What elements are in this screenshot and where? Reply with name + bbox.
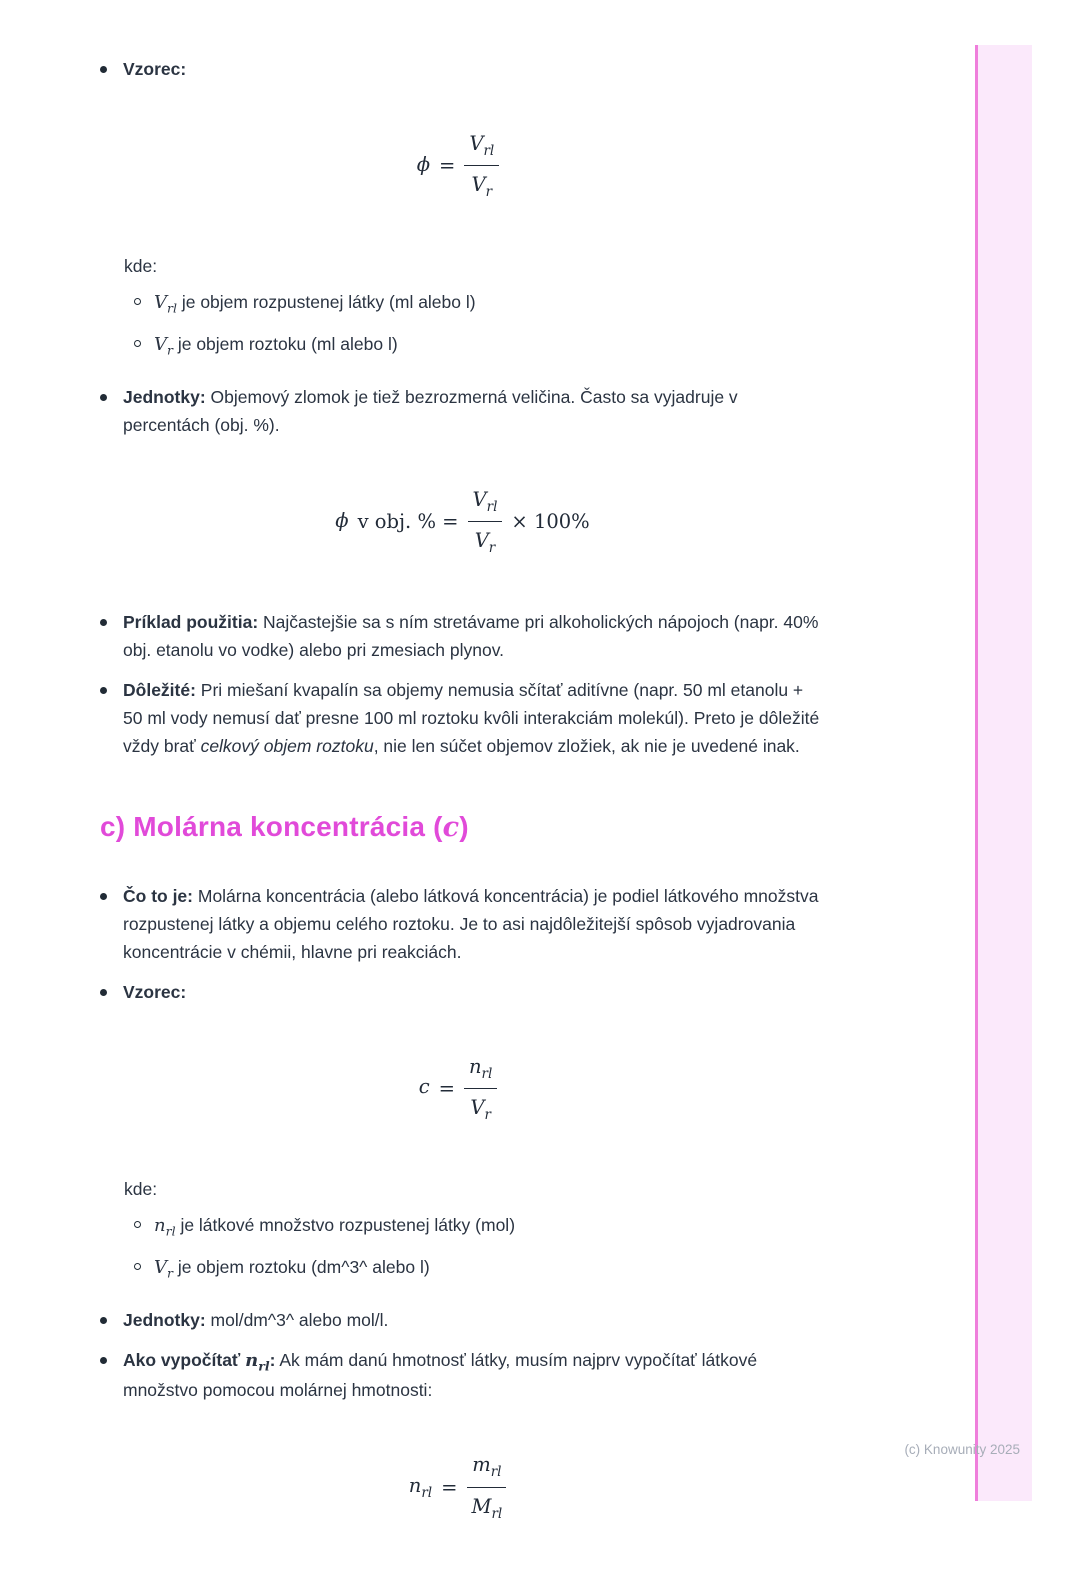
- sub-item-text: [154, 330, 825, 361]
- list-item-priklad: [100, 608, 825, 664]
- kde-label: kde:: [124, 1178, 158, 1199]
- list-item-vzorec-2: [100, 978, 825, 1006]
- math-var: M: [471, 1494, 492, 1518]
- label-dolezite: Dôležité:: [123, 679, 196, 700]
- circle-bullet-icon: [134, 298, 141, 305]
- priklad-text: Najčastejšie sa s ním stretávame pri alkoholických nápojoch (napr. 40% obj. etanolu vo vodke) alebo pri zmesiach plynov.: [123, 611, 819, 660]
- math-operator: =: [441, 1475, 458, 1499]
- fraction-denominator: [465, 1089, 496, 1126]
- jednotky-text: mol/dm^3^ alebo mol/l.: [205, 1309, 389, 1330]
- label-jednotky: Jednotky:: [123, 386, 206, 407]
- bullet-icon: [100, 619, 107, 626]
- math-var: V: [471, 173, 486, 197]
- math-suffix: × 100%: [511, 510, 590, 534]
- math-lead: [417, 149, 430, 183]
- math-var: V: [470, 1096, 485, 1120]
- math-var: V: [154, 1257, 167, 1279]
- math-sub: rl: [491, 1505, 503, 1522]
- ako-bold-prefix: Ako vypočítať: [123, 1349, 246, 1370]
- sub-item-text: [154, 288, 825, 319]
- label-priklad: Príklad použitia:: [123, 611, 259, 632]
- math-sub: rl: [483, 142, 495, 159]
- math-var: V: [154, 291, 167, 313]
- sub-item-text: [154, 1211, 825, 1242]
- math-var: n: [468, 1054, 482, 1078]
- list-item-text: [123, 383, 825, 439]
- fraction-denominator: [467, 166, 498, 203]
- fraction-denominator: [470, 522, 501, 559]
- math-sub: r: [167, 342, 173, 358]
- dolezite-text-2: , nie len súčet objemov zložiek, ak nie je uvedené inak.: [373, 735, 800, 756]
- math-var: V: [472, 487, 487, 511]
- heading-suffix: ): [459, 810, 469, 842]
- formula-molar-concentration: [100, 1051, 825, 1127]
- heading-prefix: c) Molárna koncentrácia (: [100, 810, 443, 842]
- list-item-text: [123, 608, 825, 664]
- bullet-icon: [100, 989, 107, 996]
- sub-item-description: je látkové množstvo rozpustenej látky (mol): [175, 1214, 516, 1235]
- list-item-text: [123, 882, 825, 966]
- sub-item-text: [154, 1253, 825, 1284]
- bullet-icon: [100, 394, 107, 401]
- math-sub: rl: [490, 1464, 502, 1481]
- formula-volume-fraction-percent: [100, 484, 825, 560]
- sub-list-item: [134, 288, 825, 319]
- circle-bullet-icon: [134, 1221, 141, 1228]
- math-sub: rl: [481, 1065, 493, 1082]
- math-operator: v obj. % =: [357, 510, 459, 534]
- fraction-numerator: [464, 128, 499, 166]
- fraction: [464, 128, 499, 204]
- label-jednotky: Jednotky:: [123, 1309, 206, 1330]
- ako-text: Ak mám danú hmotnosť látky, musím najprv vypočítať látkové množstvo pomocou molárnej hmotnosti:: [123, 1349, 758, 1401]
- document-body: [100, 55, 825, 1573]
- math-lead: [419, 1071, 430, 1105]
- kde-label: kde:: [124, 255, 158, 276]
- heading-math-var: c: [442, 811, 460, 843]
- math-sub: rl: [421, 1484, 433, 1501]
- fraction-numerator: [468, 484, 503, 522]
- math-var: V: [474, 529, 489, 553]
- label-vzorec: Vzorec:: [123, 59, 187, 79]
- math-var: ϕ: [335, 508, 349, 532]
- sub-item-description: je objem rozpustenej látky (ml alebo l): [176, 291, 476, 312]
- fraction: [468, 484, 503, 560]
- math-var: c: [418, 1075, 430, 1099]
- bullet-icon: [100, 893, 107, 900]
- label-cotoje: Čo to je:: [123, 885, 193, 906]
- list-item-text: [123, 1346, 825, 1405]
- math-lead: [409, 1470, 432, 1504]
- math-sub: r: [488, 540, 496, 557]
- sub-item-description: je objem roztoku (ml alebo l): [172, 334, 398, 355]
- sub-list-item: [134, 1211, 825, 1242]
- math-sub: rl: [486, 498, 498, 515]
- list-item-text: [123, 55, 825, 83]
- math-lead: [335, 505, 348, 539]
- dolezite-italic-phrase: celkový objem roztoku: [200, 735, 374, 756]
- watermark: (c) Knowunity 2025: [904, 1442, 1020, 1457]
- math-operator: =: [438, 1077, 455, 1101]
- math-operator: =: [439, 154, 456, 178]
- ako-bold-colon: :: [269, 1349, 276, 1370]
- list-item-text: [123, 1306, 825, 1334]
- jednotky-text: Objemový zlomok je tiež bezrozmerná veličina. Často sa vyjadruje v percentách (obj. %).: [123, 386, 738, 435]
- list-item-ako-vypocitat: [100, 1346, 825, 1405]
- fraction: [464, 1051, 497, 1127]
- math-sub: rl: [165, 1223, 176, 1239]
- list-item-cotoje: [100, 882, 825, 966]
- label-ako-vypocitat: [123, 1349, 276, 1374]
- bullet-icon: [100, 1317, 107, 1324]
- circle-bullet-icon: [134, 1263, 141, 1270]
- formula-amount-of-substance: [100, 1449, 825, 1525]
- list-item-text: [123, 676, 825, 760]
- fraction-numerator: [464, 1051, 497, 1089]
- math-var: n: [408, 1473, 422, 1497]
- math-sub: rl: [258, 1358, 270, 1374]
- math-var: V: [154, 334, 167, 356]
- sub-item-description: je objem roztoku (dm^3^ alebo l): [172, 1257, 430, 1278]
- math-sub: r: [484, 1107, 491, 1124]
- label-vzorec: Vzorec:: [123, 981, 187, 1002]
- side-accent-band: [978, 45, 1032, 1501]
- cotoje-text: Molárna koncentrácia (alebo látková koncentrácia) je podiel látkového množstva rozpustenej látky a objemu celého roztoku. Je to asi najdôležitejší spôsob vyjadrovania koncentrácie v chémii, hlavne pri reakciách.: [123, 885, 819, 962]
- list-item-text: [123, 978, 825, 1006]
- fraction-denominator: [466, 1488, 507, 1525]
- circle-bullet-icon: [134, 340, 141, 347]
- math-var: V: [469, 132, 484, 155]
- list-item-jednotky-2: [100, 1306, 825, 1334]
- math-sub: r: [485, 184, 493, 201]
- math-sub: rl: [167, 300, 177, 316]
- math-var: ϕ: [416, 152, 431, 176]
- bullet-icon: [100, 1357, 107, 1364]
- dolezite-text-1: Pri miešaní kvapalín sa objemy nemusia sčítať aditívne (napr. 50 ml etanolu + 50 ml vody nemusí dať presne 100 ml roztoku kvôli interakciám molekúl). Preto je dôležité vždy brať: [123, 679, 820, 756]
- fraction-numerator: [467, 1449, 506, 1487]
- fraction: [466, 1449, 507, 1525]
- math-var: m: [472, 1453, 491, 1477]
- math-var: n: [245, 1349, 259, 1371]
- section-heading-molarna-koncentracia: [100, 805, 825, 850]
- sub-list-item: [134, 330, 825, 361]
- sub-list-item: [134, 1253, 825, 1284]
- bullet-icon: [100, 687, 107, 694]
- bullet-icon: [100, 66, 107, 73]
- math-sub: r: [167, 1265, 173, 1281]
- list-item-dolezite: [100, 676, 825, 760]
- list-item-jednotky-1: [100, 383, 825, 439]
- formula-volume-fraction: [100, 128, 825, 204]
- list-item-vzorec-1: [100, 55, 825, 83]
- math-var: n: [154, 1214, 166, 1236]
